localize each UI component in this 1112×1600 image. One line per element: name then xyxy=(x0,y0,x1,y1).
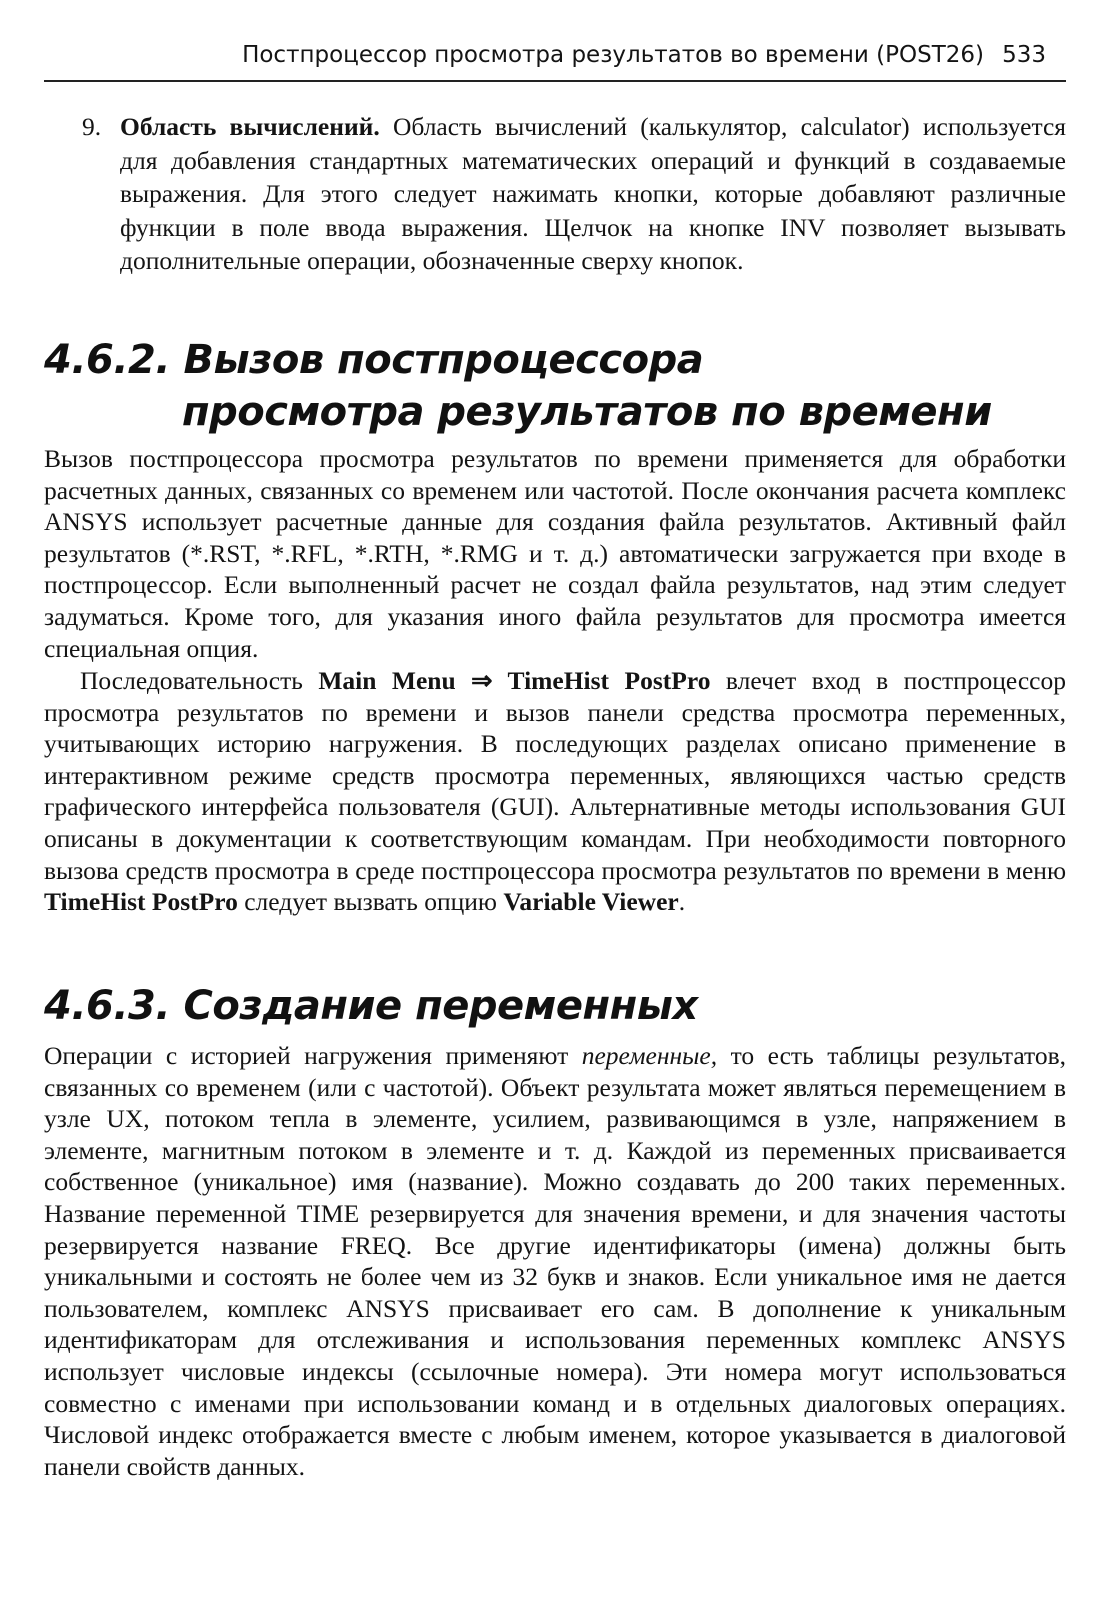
section-heading-line-2: просмотра результатов по времени xyxy=(182,389,992,435)
paragraph-main-menu-sequence xyxy=(44,665,1066,918)
menu-name-timehist: TimeHist PostPro xyxy=(44,887,238,917)
page-number: 533 xyxy=(1002,42,1046,68)
paragraph-call-postprocessor: Вызов постпроцессора просмотра результатов по времени применяется для обработки расчетных данных, связанных со временем или частотой. После окончания расчета комплекс ANSYS использует расчетные данные для создания файла результатов. Активный файл результатов (*.RST, *.RFL, *.RTH, *.RMG и т. д.) автоматически загружается при входе в постпроцессор. Если выполненный расчет не создал файла результатов, над этим следует задуматься. Кроме того, для указания иного файла результатов для просмотра имеется специальная опция. xyxy=(44,444,1066,663)
list-item-text: Область вычислений (калькулятор, calculator) используется для добавления стандартных математических операций и функций в создаваемые выражения. Для этого следует нажимать кнопки, которые добавляют различные функции в поле ввода выражения. Щелчок на кнопке INV позволяет вызывать дополнительные операции, обозначенные сверху кнопок. xyxy=(120,112,1067,275)
menu-path-main-menu: Main Menu ⇒ TimeHist PostPro xyxy=(318,666,711,695)
p2-text-2: влечет вход в постпроцессор просмотра результатов по времени и вызов панели средства просмотра переменных, учитывающих историю нагружения. В последующих разделах описано применение в интерактивном режиме средств просмотра переменных, являющихся частью средств графического интерфейса пользователя (GUI). Альтернативные методы использования GUI описаны в документации к соответствующим командам. При необходимости повторного вызова средств просмотра в среде постпроцессора просмотра результатов по времени в меню xyxy=(44,666,1066,885)
section-heading-line-1: 4.6.2. Вызов постпроцессора xyxy=(44,337,704,383)
p3-text-1: Операции с историей нагружения применяют xyxy=(44,1041,582,1070)
section-heading-4-6-2 xyxy=(44,334,1066,438)
running-header-title: Постпроцессор просмотра результатов во времени (POST26) xyxy=(242,42,984,68)
term-variables: переменные, xyxy=(581,1041,718,1070)
list-item-9 xyxy=(82,110,1066,278)
section-heading-4-6-3: 4.6.3. Создание переменных xyxy=(44,983,698,1029)
p2-text-4: . xyxy=(678,887,686,917)
p2-text-1: Последовательность xyxy=(80,666,319,695)
option-variable-viewer: Variable Viewer xyxy=(503,887,679,917)
list-item-body xyxy=(120,110,1066,278)
running-header xyxy=(44,40,1066,82)
p2-text-3: следует вызвать опцию xyxy=(237,887,504,917)
p3-text-2: то есть таблицы результатов, связанных со временем (или с частотой). Объект результата может являться перемещением в узле UX, потоком тепла в элементе, усилием, развивающимся в узле, напряжением в элементе, магнитным потоком в элементе и т. д. Каждой из переменных присваивается собственное (уникальное) имя (название). Можно создавать до 200 таких переменных. Название переменной TIME резервируется для значения времени, и для значения частоты резервируется название FREQ. Все другие идентификаторы (имена) должны быть уникальными и состоять не более чем из 32 букв и знаков. Если уникальное имя не дается пользователем, комплекс ANSYS присваивает его сам. В дополнение к уникальным идентификаторам для отслеживания и использования переменных комплекс ANSYS использует числовые индексы (ссылочные номера). Эти номера могут использоваться совместно с именами при использовании команд и в отдельных диалоговых операциях. Числовой индекс отображается вместе с любым именем, которое указывается в диалоговой панели свойств данных. xyxy=(44,1041,1066,1481)
paragraph-creating-variables xyxy=(44,1040,1066,1482)
list-item-number: 9. xyxy=(82,112,102,141)
list-item-term: Область вычислений. xyxy=(120,112,380,141)
